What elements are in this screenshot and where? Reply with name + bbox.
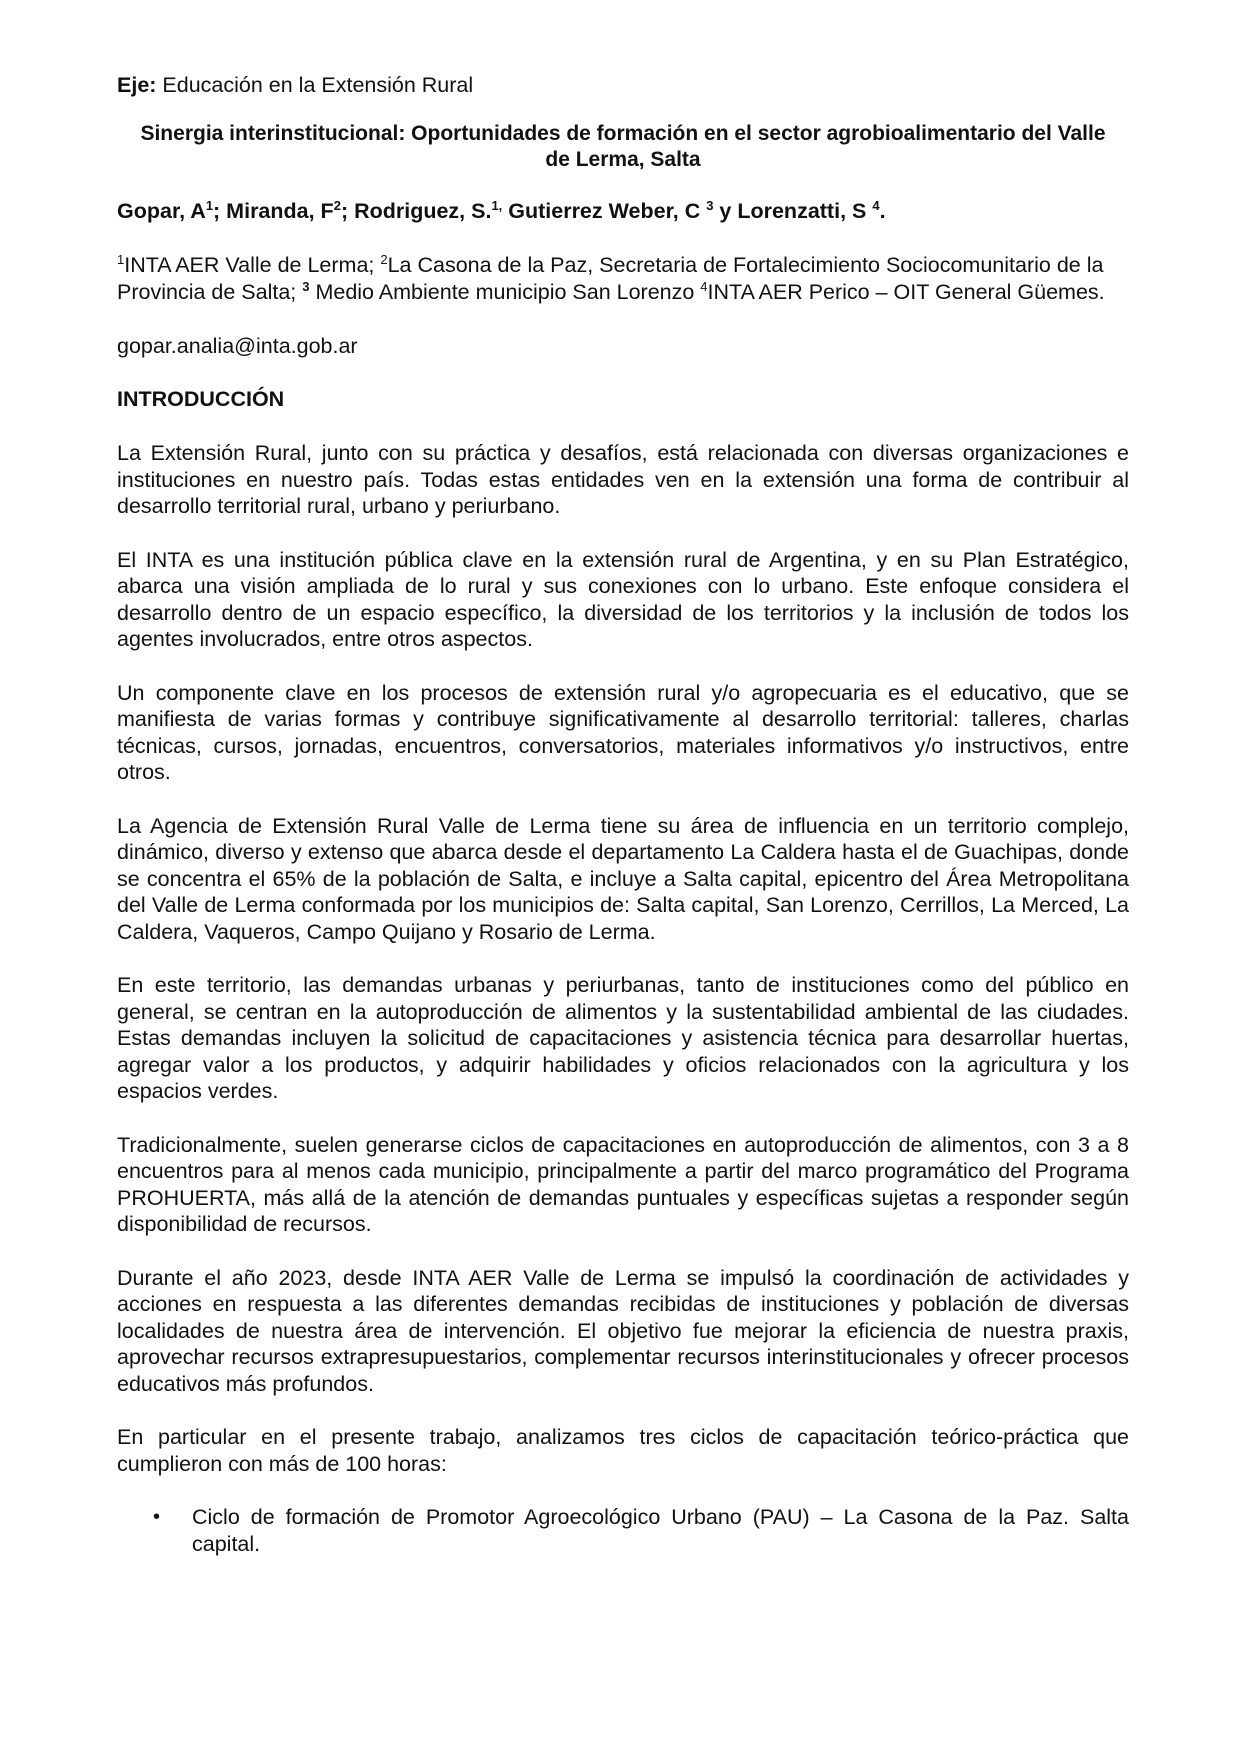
author-2-sup: 2 xyxy=(333,197,341,213)
section-heading: INTRODUCCIÓN xyxy=(117,386,285,411)
aff-1: INTA AER Valle de Lerma; xyxy=(124,253,381,277)
body-paragraph: La Extensión Rural, junto con su práctica y desafíos, está relacionada con diversas organizaciones e instituciones en nuestro país. Todas estas entidades ven en la extensión una forma de contribuir al desarrollo territorial rural, urbano y periurbano. xyxy=(117,441,1129,518)
authors-line xyxy=(117,198,1129,225)
author-5: y Lorenzatti, S xyxy=(713,198,873,223)
author-4-sup: 3 xyxy=(706,197,714,213)
authors-end: . xyxy=(879,198,886,223)
document-title: Sinergia interinstitucional: Oportunidades de formación en el sector agrobioalimentario del Valle de Lerma, Salta xyxy=(140,121,1106,171)
affiliations xyxy=(117,252,1129,305)
body-paragraph: En particular en el presente trabajo, analizamos tres ciclos de capacitación teórico-práctica que cumplieron con más de 100 horas: xyxy=(117,1425,1129,1476)
author-5-sup: 4 xyxy=(872,197,880,213)
body-paragraph: Tradicionalmente, suelen generarse ciclos de capacitaciones en autoproducción de alimentos, con 3 a 8 encuentros para al menos cada municipio, principalmente a partir del marco programático del Programa PROHUERTA, más allá de la atención de demandas puntuales y específicas sujetas a responder según disponibilidad de recursos. xyxy=(117,1132,1129,1236)
aff-4: INTA AER Perico – OIT General Güemes. xyxy=(707,279,1105,304)
aff-1-sup: 1 xyxy=(117,251,125,267)
bullet-icon: • xyxy=(153,1506,161,1528)
body-paragraph: Durante el año 2023, desde INTA AER Valle de Lerma se impulsó la coordinación de actividades y acciones en respuesta a las diferentes demandas recibidas de instituciones y población de diversas localidades de nuestra área de intervención. El objetivo fue mejorar la eficiencia de nuestra praxis, aprovechar recursos extrapresupuestarios, complementar recursos interinstitucionales y ofrecer procesos educativos más profundos. xyxy=(117,1265,1129,1396)
aff-4-sup: 4 xyxy=(700,278,708,294)
contact-email: gopar.analia@inta.gob.ar xyxy=(117,334,358,358)
author-2: ; Miranda, F xyxy=(213,198,334,223)
body-paragraph: La Agencia de Extensión Rural Valle de Lerma tiene su área de influencia en un territorio complejo, dinámico, diverso y extenso que abarca desde el departamento La Caldera hasta el de Guachipas, donde se concentra el 65% de la población de Salta, e incluye a Salta capital, epicentro del Área Metropolitana del Valle de Lerma conformada por los municipios de: Salta capital, San Lorenzo, Cerrillos, La Merced, La Caldera, Vaqueros, Campo Quijano y Rosario de Lerma. xyxy=(117,813,1129,944)
list-item xyxy=(153,1504,1129,1557)
document-page xyxy=(117,72,1129,1557)
author-4: Gutierrez Weber, C xyxy=(502,198,707,223)
list-item-text: Ciclo de formación de Promotor Agroecológico Urbano (PAU) – La Casona de la Paz. Salta capital. xyxy=(192,1505,1129,1556)
body-paragraph: Un componente clave en los procesos de extensión rural y/o agropecuaria es el educativo, que se manifiesta de varias formas y contribuye significativamente al desarrollo territorial: talleres, charlas técnicas, cursos, jornadas, encuentros, conversatorios, materiales informativos y/o instructivos, entre otros. xyxy=(117,680,1129,784)
author-3: ; Rodriguez, S. xyxy=(340,198,492,223)
bullet-list xyxy=(117,1504,1129,1557)
eje-value: Educación en la Extensión Rural xyxy=(156,73,474,97)
aff-2-sup: 2 xyxy=(380,251,388,267)
aff-3: Medio Ambiente municipio San Lorenzo xyxy=(309,279,701,304)
author-1-sup: 1 xyxy=(205,197,214,213)
aff-3-sup: 3 xyxy=(302,278,310,294)
eje-line xyxy=(117,72,1129,99)
author-3-sup: 1, xyxy=(491,197,503,213)
eje-label: Eje: xyxy=(117,73,157,97)
author-1: Gopar, A xyxy=(117,198,206,223)
body-paragraph: En este territorio, las demandas urbanas y periurbanas, tanto de instituciones como del público en general, se centran en la autoproducción de alimentos y la sustentabilidad ambiental de las ciudades. Estas demandas incluyen la solicitud de capacitaciones y asistencia técnica para desarrollar huertas, agregar valor a los productos, y adquirir habilidades y oficios relacionados con la agricultura y los espacios verdes. xyxy=(117,973,1129,1103)
body-paragraph: El INTA es una institución pública clave en la extensión rural de Argentina, y en su Plan Estratégico, abarca una visión ampliada de lo rural y sus conexiones con lo urbano. Este enfoque considera el desarrollo dentro de un espacio específico, la diversidad de los territorios y la inclusión de todos los agentes involucrados, entre otros aspectos. xyxy=(117,547,1129,651)
aff-2: La Casona de la Paz, Secretaria de Fortalecimiento Sociocomunitario de la Provincia de Salta; xyxy=(117,253,1104,304)
